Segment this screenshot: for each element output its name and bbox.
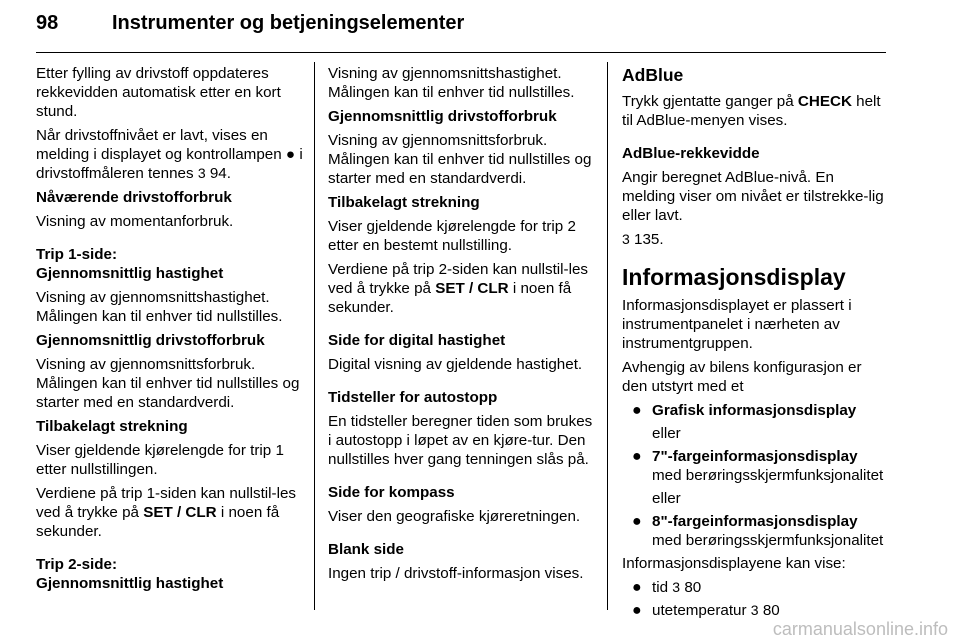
button-label: SET / CLR	[143, 504, 217, 521]
watermark: carmanualsonline.info	[772, 619, 948, 639]
heading: Trip 1-side:	[36, 246, 118, 263]
paragraph	[622, 230, 890, 249]
button-label: SET / CLR	[435, 280, 509, 297]
heading: Nåværende drivstofforbruk	[36, 189, 232, 206]
list-note: eller	[652, 490, 681, 507]
heading: Side for kompass	[328, 484, 455, 501]
list-item: ● tid 3 80	[632, 579, 702, 596]
paragraph: Viser gjeldende kjørelengde for trip 2 etter en bestemt nullstilling.	[328, 218, 576, 254]
paragraph: Visning av gjennomsnittshastighet. Målingen kan til enhver tid nullstilles.	[36, 289, 283, 325]
heading: Tidsteller for autostopp	[328, 389, 498, 406]
heading: Tilbakelagt strekning	[328, 194, 480, 211]
paragraph: Viser den geografiske kjøreretningen.	[328, 508, 581, 525]
list-note: eller	[652, 425, 681, 442]
paragraph: Informasjonsdisplayet er plassert i instrumentpanelet i nærheten av instrumentgruppen.	[622, 297, 852, 352]
paragraph: Trykk gjentatte ganger på CHECK helt til AdBlue-menyen vises.	[622, 93, 881, 129]
paragraph: Visning av gjennomsnittshastighet. Målingen kan til enhver tid nullstilles.	[328, 65, 575, 101]
page-reference-icon: 3	[622, 231, 630, 247]
paragraph: Når drivstoffnivået er lavt, vises en melding i displayet og kontrollampen ● i drivstoffmåleren tennes 3 94.	[36, 127, 303, 182]
bullet-icon: ●	[632, 402, 642, 419]
bullet-icon: ●	[632, 579, 642, 596]
paragraph: Digital visning av gjeldende hastighet.	[328, 356, 583, 373]
paragraph: En tidsteller beregner tiden som brukes i autostopp i løpet av en kjøre-tur. Den nullstilles hver gang tenningen slås på.	[328, 413, 593, 468]
page-reference-link[interactable]: 135.	[634, 231, 664, 248]
paragraph: Visning av gjennomsnittsforbruk. Målingen kan til enhver tid nullstilles og starter med en standardverdi.	[36, 356, 300, 411]
column-2	[328, 64, 594, 588]
page-reference-link[interactable]: 94.	[209, 165, 231, 182]
heading: Gjennomsnittlig hastighet	[36, 265, 224, 282]
paragraph: Angir beregnet AdBlue-nivå. En melding viser om nivået er tilstrekke-lig eller lavt.	[622, 169, 884, 224]
page-reference-icon: 3	[750, 602, 759, 618]
section-title: AdBlue	[622, 65, 684, 85]
paragraph: Visning av momentanforbruk.	[36, 213, 234, 230]
warning-lamp-icon: ●	[285, 146, 296, 163]
bullet-icon: ●	[632, 513, 642, 530]
heading: AdBlue-rekkevidde	[622, 145, 760, 162]
heading: Blank side	[328, 541, 404, 558]
page-reference-icon: 3	[672, 579, 681, 595]
heading: Gjennomsnittlig drivstofforbruk	[328, 108, 557, 125]
button-label: CHECK	[797, 93, 852, 110]
paragraph: Verdiene på trip 1-siden kan nullstil-les ved å trykke på SET / CLR i noen få sekunder.	[36, 485, 297, 540]
list-item: ● utetemperatur 3 80	[632, 602, 780, 619]
page-reference-link[interactable]: 80	[762, 602, 780, 619]
list-item: ● 7"-fargeinformasjonsdisplay med berøringsskjermfunksjonalitet	[632, 448, 884, 484]
column-divider-1	[314, 62, 315, 610]
paragraph: Informasjonsdisplayene kan vise:	[622, 555, 846, 572]
section-title: Informasjonsdisplay	[622, 264, 846, 290]
heading: Gjennomsnittlig drivstofforbruk	[36, 332, 265, 349]
paragraph: Ingen trip / drivstoff-informasjon vises.	[328, 565, 584, 582]
heading: Trip 2-side:	[36, 556, 118, 573]
paragraph: Viser gjeldende kjørelengde for trip 1 etter nullstillingen.	[36, 442, 284, 478]
paragraph: Verdiene på trip 2-siden kan nullstil-les ved å trykke på SET / CLR i noen få sekunder.	[328, 261, 589, 316]
page-number: 98	[36, 12, 59, 34]
list-item: ● Grafisk informasjonsdisplay	[632, 402, 857, 419]
column-divider-2	[607, 62, 608, 610]
paragraph: Visning av gjennomsnittsforbruk. Målingen kan til enhver tid nullstilles og starter med en standardverdi.	[328, 132, 592, 187]
paragraph: Etter fylling av drivstoff oppdateres rekkevidden automatisk etter en kort stund.	[36, 65, 281, 120]
paragraph: Avhengig av bilens konfigurasjon er den utstyrt med et	[622, 359, 862, 395]
heading: Gjennomsnittlig hastighet	[36, 575, 224, 592]
heading: Tilbakelagt strekning	[36, 418, 188, 435]
bullet-icon: ●	[632, 448, 642, 465]
heading: Side for digital hastighet	[328, 332, 506, 349]
bullet-icon: ●	[632, 602, 642, 619]
page-title: Instrumenter og betjeningselementer	[112, 12, 465, 34]
column-1	[36, 64, 304, 598]
column-3	[622, 64, 890, 624]
page-reference-icon: 3	[197, 165, 206, 181]
page-header	[36, 0, 886, 53]
page-reference-link[interactable]: 80	[684, 579, 702, 596]
list-item: ● 8"-fargeinformasjonsdisplay med berøringsskjermfunksjonalitet	[632, 513, 884, 549]
